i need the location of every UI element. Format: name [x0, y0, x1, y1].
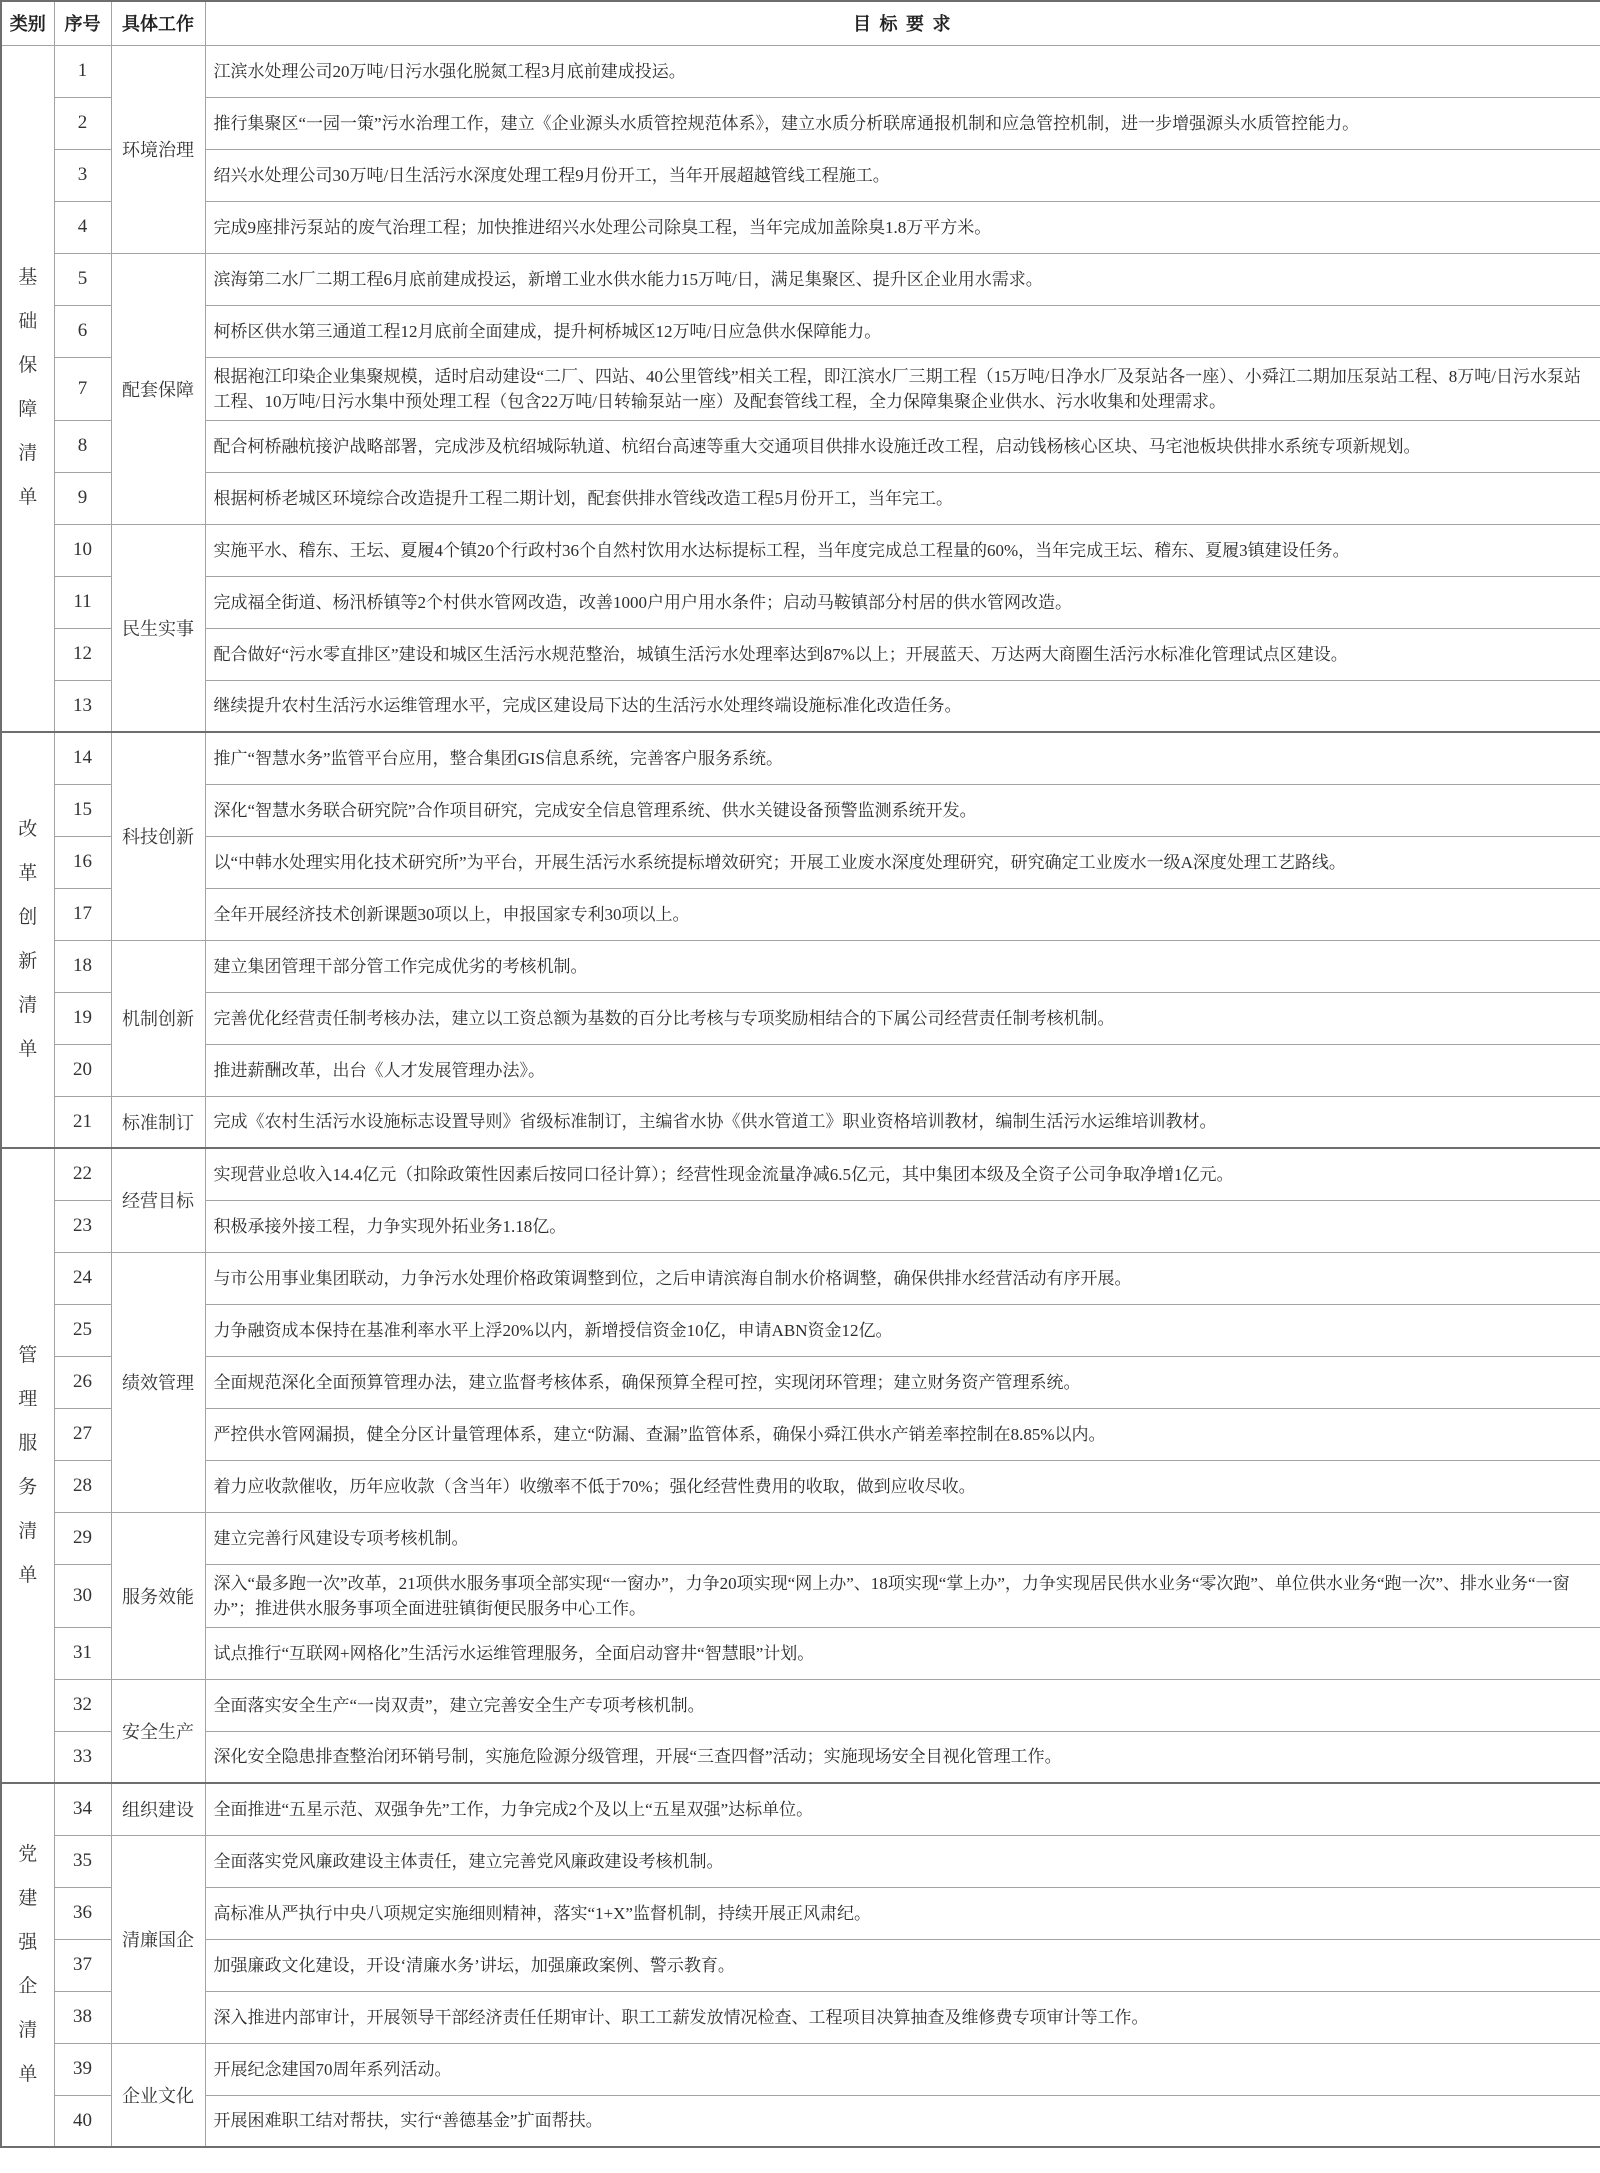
row-number-cell: 15: [54, 784, 111, 836]
category-cell: [1, 732, 54, 1148]
header-cell-category: 类别: [1, 1, 54, 45]
category-label-char: 单: [18, 1564, 38, 1586]
category-label-char: 单: [18, 2064, 38, 2085]
goal-cell: 全年开展经济技术创新课题30项以上，申报国家专利30项以上。: [205, 888, 1600, 940]
goal-cell: 高标准从严执行中央八项规定实施细则精神，落实“1+X”监督机制，持续开展正风肃纪。: [205, 1887, 1600, 1939]
table-row: [1, 732, 1600, 784]
table-row: [1, 628, 1600, 680]
goal-cell: 积极承接外接工程，力争实现外拓业务1.18亿。: [205, 1200, 1600, 1252]
goal-cell: 推行集聚区“一园一策”污水治理工作，建立《企业源头水质管控规范体系》，建立水质分析联席通报机制和应急管控机制，进一步增强源头水质管控能力。: [205, 97, 1600, 149]
row-number-cell: 7: [54, 357, 111, 420]
row-number-cell: 24: [54, 1252, 111, 1304]
goal-cell: 开展纪念建国70周年系列活动。: [205, 2043, 1600, 2095]
table-row: [1, 472, 1600, 524]
goal-cell: 以“中韩水处理实用化技术研究所”为平台，开展生活污水系统提标增效研究；开展工业废水深度处理研究，研究确定工业废水一级A深度处理工艺路线。: [205, 836, 1600, 888]
category-label-char: 清: [18, 2020, 38, 2041]
table-row: [1, 1991, 1600, 2043]
category-label-char: 新: [18, 951, 38, 972]
category-label-char: 单: [18, 487, 38, 509]
goal-cell: 建立完善行风建设专项考核机制。: [205, 1512, 1600, 1564]
table-row: [1, 1939, 1600, 1991]
row-number-cell: 38: [54, 1991, 111, 2043]
goal-cell: 加强廉政文化建设，开设‘清廉水务’讲坛，加强廉政案例、警示教育。: [205, 1939, 1600, 1991]
table-row: [1, 420, 1600, 472]
table-row: [1, 1044, 1600, 1096]
table-row: [1, 201, 1600, 253]
row-number-cell: 22: [54, 1148, 111, 1200]
header-row: [1, 1, 1600, 45]
goal-cell: 深入“最多跑一次”改革，21项供水服务事项全部实现“一窗办”，力争20项实现“网上办”、18项实现“掌上办”，力争实现居民供水业务“零次跑”、单位供水业务“跑一次”、排水业务“一窗办”；推进供水服务事项全面进驻镇街便民服务中心工作。: [205, 1564, 1600, 1627]
work-group-cell: 民生实事: [111, 524, 205, 732]
row-number-cell: 23: [54, 1200, 111, 1252]
row-number-cell: 36: [54, 1887, 111, 1939]
category-label-char: 清: [18, 1520, 38, 1542]
goal-cell: 力争融资成本保持在基准利率水平上浮20%以内，新增授信资金10亿，申请ABN资金12亿。: [205, 1304, 1600, 1356]
goal-cell: 试点推行“互联网+网格化”生活污水运维管理服务，全面启动窨井“智慧眼”计划。: [205, 1627, 1600, 1679]
table-row: [1, 992, 1600, 1044]
work-group-cell: 绩效管理: [111, 1252, 205, 1512]
goal-cell: 着力应收款催收，历年应收款（含当年）收缴率不低于70%；强化经营性费用的收取，做到应收尽收。: [205, 1460, 1600, 1512]
row-number-cell: 20: [54, 1044, 111, 1096]
table-row: [1, 2095, 1600, 2147]
table-row: [1, 1564, 1600, 1627]
goal-cell: 江滨水处理公司20万吨/日污水强化脱氮工程3月底前建成投运。: [205, 45, 1600, 97]
table-row: [1, 1148, 1600, 1200]
table-row: [1, 45, 1600, 97]
table-row: [1, 149, 1600, 201]
goal-cell: 深化“智慧水务联合研究院”合作项目研究，完成安全信息管理系统、供水关键设备预警监测系统开发。: [205, 784, 1600, 836]
category-label-char: 创: [18, 907, 38, 928]
goal-cell: 配合做好“污水零直排区”建设和城区生活污水规范整治，城镇生活污水处理率达到87%以上；开展蓝天、万达两大商圈生活污水标准化管理试点区建设。: [205, 628, 1600, 680]
category-label-char: 改: [18, 819, 38, 840]
work-group-cell: 组织建设: [111, 1783, 205, 1835]
row-number-cell: 29: [54, 1512, 111, 1564]
category-cell: [1, 45, 54, 732]
row-number-cell: 35: [54, 1835, 111, 1887]
goal-cell: 根据柯桥老城区环境综合改造提升工程二期计划，配套供排水管线改造工程5月份开工，当年完工。: [205, 472, 1600, 524]
work-group-cell: 经营目标: [111, 1148, 205, 1252]
header-cell-number: 序号: [54, 1, 111, 45]
row-number-cell: 28: [54, 1460, 111, 1512]
category-label-char: 建: [18, 1888, 38, 1909]
category-label-char: 革: [18, 863, 38, 884]
goal-cell: 完成福全街道、杨汛桥镇等2个村供水管网改造，改善1000户用户用水条件；启动马鞍镇部分村居的供水管网改造。: [205, 576, 1600, 628]
table-row: [1, 1512, 1600, 1564]
row-number-cell: 11: [54, 576, 111, 628]
table-body: [1, 45, 1600, 2147]
category-cell: [1, 1783, 54, 2147]
row-number-cell: 33: [54, 1731, 111, 1783]
table-row: [1, 888, 1600, 940]
category-label-char: 础: [18, 311, 38, 333]
row-number-cell: 14: [54, 732, 111, 784]
goal-cell: 绍兴水处理公司30万吨/日生活污水深度处理工程9月份开工，当年开展超越管线工程施工。: [205, 149, 1600, 201]
goal-cell: 实施平水、稽东、王坛、夏履4个镇20个行政村36个自然村饮用水达标提标工程，当年度完成总工程量的60%，当年完成王坛、稽东、夏履3镇建设任务。: [205, 524, 1600, 576]
row-number-cell: 8: [54, 420, 111, 472]
table-row: [1, 1096, 1600, 1148]
goal-cell: 完成《农村生活污水设施标志设置导则》省级标准制订，主编省水协《供水管道工》职业资格培训教材，编制生活污水运维培训教材。: [205, 1096, 1600, 1148]
table-row: [1, 1887, 1600, 1939]
table-row: [1, 836, 1600, 888]
table-row: [1, 1627, 1600, 1679]
goal-cell: 全面规范深化全面预算管理办法，建立监督考核体系，确保预算全程可控，实现闭环管理；建立财务资产管理系统。: [205, 1356, 1600, 1408]
table-row: [1, 784, 1600, 836]
row-number-cell: 25: [54, 1304, 111, 1356]
goal-cell: 推广“智慧水务”监管平台应用，整合集团GIS信息系统，完善客户服务系统。: [205, 732, 1600, 784]
category-label-char: 理: [18, 1388, 38, 1410]
table-row: [1, 680, 1600, 732]
row-number-cell: 10: [54, 524, 111, 576]
row-number-cell: 2: [54, 97, 111, 149]
work-group-cell: 配套保障: [111, 253, 205, 524]
row-number-cell: 3: [54, 149, 111, 201]
goal-cell: 柯桥区供水第三通道工程12月底前全面建成，提升柯桥城区12万吨/日应急供水保障能力。: [205, 305, 1600, 357]
category-cell: [1, 1148, 54, 1783]
row-number-cell: 13: [54, 680, 111, 732]
category-label-char: 单: [18, 1039, 38, 1060]
table-row: [1, 1304, 1600, 1356]
work-group-cell: 环境治理: [111, 45, 205, 253]
goal-cell: 全面落实党风廉政建设主体责任，建立完善党风廉政建设考核机制。: [205, 1835, 1600, 1887]
goal-cell: 建立集团管理干部分管工作完成优劣的考核机制。: [205, 940, 1600, 992]
goal-cell: 完善优化经营责任制考核办法，建立以工资总额为基数的百分比考核与专项奖励相结合的下属公司经营责任制考核机制。: [205, 992, 1600, 1044]
row-number-cell: 40: [54, 2095, 111, 2147]
goal-cell: 严控供水管网漏损，健全分区计量管理体系，建立“防漏、查漏”监管体系，确保小舜江供水产销差率控制在8.85%以内。: [205, 1408, 1600, 1460]
goal-cell: 完成9座排污泵站的废气治理工程；加快推进绍兴水处理公司除臭工程，当年完成加盖除臭1.8万平方米。: [205, 201, 1600, 253]
category-label-char: 基: [18, 267, 38, 289]
row-number-cell: 6: [54, 305, 111, 357]
row-number-cell: 39: [54, 2043, 111, 2095]
table-row: [1, 357, 1600, 420]
goal-cell: 实现营业总收入14.4亿元（扣除政策性因素后按同口径计算）；经营性现金流量净减6.5亿元，其中集团本级及全资子公司争取净增1亿元。: [205, 1148, 1600, 1200]
table-row: [1, 305, 1600, 357]
goal-cell: 与市公用事业集团联动，力争污水处理价格政策调整到位，之后申请滨海自制水价格调整，确保供排水经营活动有序开展。: [205, 1252, 1600, 1304]
table-row: [1, 1731, 1600, 1783]
goal-cell: 滨海第二水厂二期工程6月底前建成投运，新增工业水供水能力15万吨/日，满足集聚区、提升区企业用水需求。: [205, 253, 1600, 305]
row-number-cell: 18: [54, 940, 111, 992]
work-group-cell: 服务效能: [111, 1512, 205, 1679]
category-label-char: 保: [18, 355, 38, 377]
table-row: [1, 576, 1600, 628]
goal-cell: 深入推进内部审计，开展领导干部经济责任任期审计、职工工薪发放情况检查、工程项目决算抽查及维修费专项审计等工作。: [205, 1991, 1600, 2043]
goal-cell: 开展困难职工结对帮扶，实行“善德基金”扩面帮扶。: [205, 2095, 1600, 2147]
table-row: [1, 1835, 1600, 1887]
work-group-cell: 机制创新: [111, 940, 205, 1096]
category-label-char: 党: [18, 1844, 38, 1865]
category-label-char: 管: [18, 1344, 38, 1366]
goal-cell: 配合柯桥融杭接沪战略部署，完成涉及杭绍城际轨道、杭绍台高速等重大交通项目供排水设施迁改工程，启动钱杨核心区块、马宅池板块供排水系统专项新规划。: [205, 420, 1600, 472]
header-cell-goal: 目 标 要 求: [205, 1, 1600, 45]
work-group-cell: 安全生产: [111, 1679, 205, 1783]
work-group-cell: 科技创新: [111, 732, 205, 940]
row-number-cell: 21: [54, 1096, 111, 1148]
category-label-char: 障: [18, 399, 38, 421]
category-label-char: 企: [18, 1976, 38, 1997]
row-number-cell: 5: [54, 253, 111, 305]
goal-cell: 全面推进“五星示范、双强争先”工作，力争完成2个及以上“五星双强”达标单位。: [205, 1783, 1600, 1835]
work-group-cell: 清廉国企: [111, 1835, 205, 2043]
table-row: [1, 1200, 1600, 1252]
goal-cell: 推进薪酬改革，出台《人才发展管理办法》。: [205, 1044, 1600, 1096]
category-label-char: 清: [18, 443, 38, 465]
category-label-char: 强: [18, 1932, 38, 1953]
row-number-cell: 34: [54, 1783, 111, 1835]
table-row: [1, 524, 1600, 576]
row-number-cell: 12: [54, 628, 111, 680]
header-cell-work: 具体工作: [111, 1, 205, 45]
row-number-cell: 16: [54, 836, 111, 888]
work-group-cell: 标准制订: [111, 1096, 205, 1148]
row-number-cell: 37: [54, 1939, 111, 1991]
goal-cell: 深化安全隐患排查整治闭环销号制，实施危险源分级管理，开展“三查四督”活动；实施现场安全目视化管理工作。: [205, 1731, 1600, 1783]
row-number-cell: 26: [54, 1356, 111, 1408]
row-number-cell: 30: [54, 1564, 111, 1627]
table-row: [1, 1679, 1600, 1731]
table-row: [1, 1460, 1600, 1512]
category-label-char: 清: [18, 995, 38, 1016]
table-row: [1, 2043, 1600, 2095]
row-number-cell: 31: [54, 1627, 111, 1679]
row-number-cell: 9: [54, 472, 111, 524]
goal-cell: 全面落实安全生产“一岗双责”，建立完善安全生产专项考核机制。: [205, 1679, 1600, 1731]
table-row: [1, 253, 1600, 305]
goal-cell: 继续提升农村生活污水运维管理水平，完成区建设局下达的生活污水处理终端设施标准化改造任务。: [205, 680, 1600, 732]
row-number-cell: 4: [54, 201, 111, 253]
row-number-cell: 17: [54, 888, 111, 940]
goal-cell: 根据袍江印染企业集聚规模，适时启动建设“二厂、四站、40公里管线”相关工程，即江滨水厂三期工程（15万吨/日净水厂及泵站各一座）、小舜江二期加压泵站工程、8万吨/日污水泵站工程、10万吨/日污水集中预处理工程（包含22万吨/日转输泵站一座）及配套管线工程，全力保障集聚企业供水、污水收集和处理需求。: [205, 357, 1600, 420]
table-row: [1, 940, 1600, 992]
table-row: [1, 1408, 1600, 1460]
row-number-cell: 1: [54, 45, 111, 97]
table-row: [1, 1252, 1600, 1304]
row-number-cell: 27: [54, 1408, 111, 1460]
row-number-cell: 32: [54, 1679, 111, 1731]
table-row: [1, 1356, 1600, 1408]
table-row: [1, 1783, 1600, 1835]
category-label-char: 务: [18, 1476, 38, 1498]
work-group-cell: 企业文化: [111, 2043, 205, 2147]
category-label-char: 服: [18, 1432, 38, 1454]
row-number-cell: 19: [54, 992, 111, 1044]
table-row: [1, 97, 1600, 149]
